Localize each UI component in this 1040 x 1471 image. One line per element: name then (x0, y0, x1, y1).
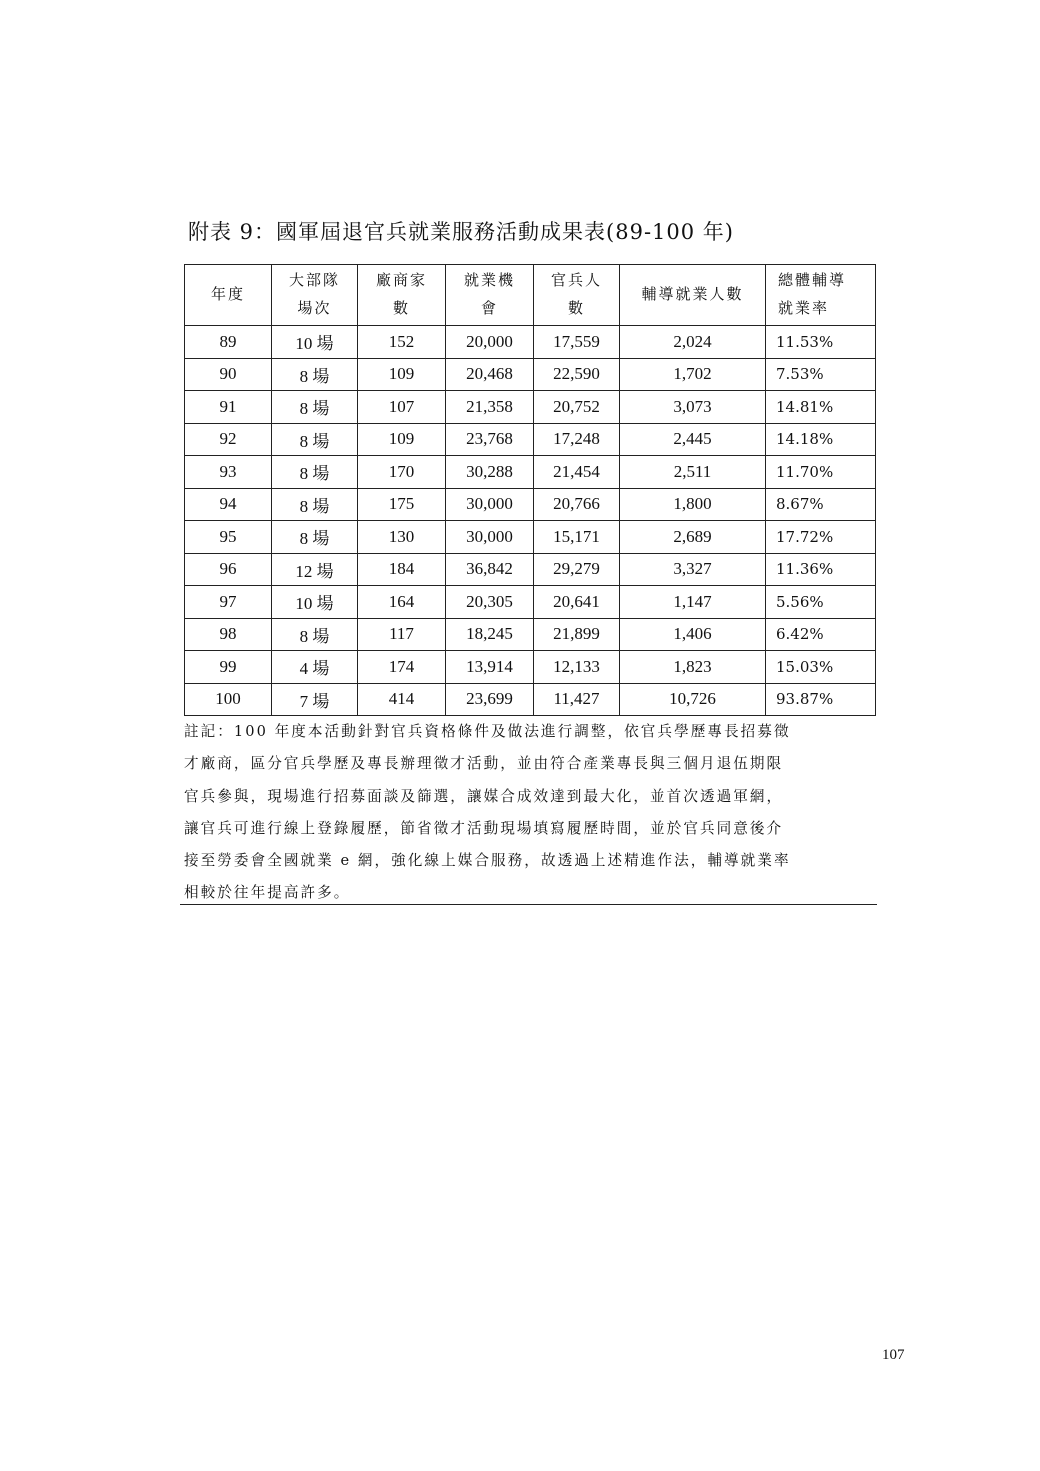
cell-year: 95 (185, 521, 272, 554)
cell-soldiers: 20,766 (534, 488, 620, 521)
cell-soldiers: 11,427 (534, 683, 620, 716)
cell-vendors: 109 (358, 423, 446, 456)
cell-sessions: 8 場 (272, 488, 358, 521)
cell-year: 91 (185, 391, 272, 424)
cell-sessions: 8 場 (272, 618, 358, 651)
cell-sessions: 7 場 (272, 683, 358, 716)
cell-placed: 1,147 (620, 586, 766, 619)
cell-soldiers: 21,899 (534, 618, 620, 651)
cell-rate: 11.36% (766, 553, 876, 586)
cell-jobs: 20,000 (446, 326, 534, 359)
note-bottom-rule (180, 904, 877, 905)
cell-jobs: 23,699 (446, 683, 534, 716)
table-row (185, 521, 876, 554)
cell-sessions: 8 場 (272, 423, 358, 456)
note-line: 才廠商，區分官兵學歷及專長辦理徵才活動，並由符合產業專長與三個月退伍期限 (184, 755, 784, 773)
table-row (185, 618, 876, 651)
cell-jobs: 20,305 (446, 586, 534, 619)
cell-vendors: 130 (358, 521, 446, 554)
cell-rate: 11.53% (766, 326, 876, 359)
cell-soldiers: 17,248 (534, 423, 620, 456)
cell-jobs: 23,768 (446, 423, 534, 456)
cell-year: 100 (185, 683, 272, 716)
cell-sessions: 4 場 (272, 651, 358, 684)
table-row (185, 391, 876, 424)
cell-jobs: 36,842 (446, 553, 534, 586)
cell-year: 99 (185, 651, 272, 684)
cell-soldiers: 12,133 (534, 651, 620, 684)
cell-placed: 2,024 (620, 326, 766, 359)
cell-sessions: 8 場 (272, 358, 358, 391)
cell-jobs: 13,914 (446, 651, 534, 684)
cell-year: 90 (185, 358, 272, 391)
table-row (185, 423, 876, 456)
cell-vendors: 174 (358, 651, 446, 684)
table-row (185, 553, 876, 586)
cell-placed: 1,702 (620, 358, 766, 391)
cell-vendors: 170 (358, 456, 446, 489)
cell-placed: 1,823 (620, 651, 766, 684)
table-row (185, 456, 876, 489)
table-header-row (185, 265, 876, 326)
cell-jobs: 18,245 (446, 618, 534, 651)
cell-rate: 14.81% (766, 391, 876, 424)
cell-placed: 2,689 (620, 521, 766, 554)
cell-placed: 2,511 (620, 456, 766, 489)
cell-vendors: 184 (358, 553, 446, 586)
cell-sessions: 10 場 (272, 326, 358, 359)
cell-rate: 15.03% (766, 651, 876, 684)
cell-sessions: 8 場 (272, 521, 358, 554)
cell-vendors: 107 (358, 391, 446, 424)
cell-vendors: 175 (358, 488, 446, 521)
cell-soldiers: 21,454 (534, 456, 620, 489)
cell-soldiers: 20,641 (534, 586, 620, 619)
employment-results-table (184, 264, 876, 716)
header-placed: 輔導就業人數 (620, 265, 766, 326)
cell-sessions: 8 場 (272, 391, 358, 424)
cell-placed: 2,445 (620, 423, 766, 456)
cell-rate: 17.72% (766, 521, 876, 554)
cell-soldiers: 20,752 (534, 391, 620, 424)
cell-placed: 3,073 (620, 391, 766, 424)
cell-placed: 3,327 (620, 553, 766, 586)
note-line: 讓官兵可進行線上登錄履歷，節省徵才活動現場填寫履歷時間，並於官兵同意後介 (184, 819, 784, 837)
table-title: 附表 9：國軍屆退官兵就業服務活動成果表(89-100 年) (188, 220, 734, 244)
cell-year: 92 (185, 423, 272, 456)
header-rate: 總體輔導 就業率 (766, 265, 876, 326)
cell-jobs: 30,000 (446, 521, 534, 554)
header-vendors: 廠商家 數 (358, 265, 446, 326)
cell-jobs: 21,358 (446, 391, 534, 424)
cell-sessions: 12 場 (272, 553, 358, 586)
cell-vendors: 117 (358, 618, 446, 651)
cell-sessions: 8 場 (272, 456, 358, 489)
table-row (185, 651, 876, 684)
cell-year: 94 (185, 488, 272, 521)
note-line: 接至勞委會全國就業 e 網，強化線上媒合服務，故透過上述精進作法，輔導就業率 (184, 852, 791, 870)
cell-jobs: 30,000 (446, 488, 534, 521)
cell-year: 93 (185, 456, 272, 489)
cell-jobs: 20,468 (446, 358, 534, 391)
table-body (185, 326, 876, 716)
table-note (184, 716, 880, 910)
cell-placed: 1,800 (620, 488, 766, 521)
cell-soldiers: 29,279 (534, 553, 620, 586)
header-year: 年度 (185, 265, 272, 326)
cell-rate: 6.42% (766, 618, 876, 651)
table-row (185, 683, 876, 716)
cell-vendors: 164 (358, 586, 446, 619)
cell-year: 98 (185, 618, 272, 651)
cell-rate: 8.67% (766, 488, 876, 521)
cell-rate: 11.70% (766, 456, 876, 489)
cell-soldiers: 17,559 (534, 326, 620, 359)
table-row (185, 358, 876, 391)
cell-sessions: 10 場 (272, 586, 358, 619)
note-line: 註記：100 年度本活動針對官兵資格條件及做法進行調整，依官兵學歷專長招募徵 (184, 723, 791, 740)
page-number: 107 (882, 1347, 905, 1363)
header-jobs: 就業機 會 (446, 265, 534, 326)
cell-rate: 14.18% (766, 423, 876, 456)
table-row (185, 326, 876, 359)
cell-rate: 93.87% (766, 683, 876, 716)
header-soldiers: 官兵人 數 (534, 265, 620, 326)
cell-year: 89 (185, 326, 272, 359)
cell-vendors: 414 (358, 683, 446, 716)
cell-jobs: 30,288 (446, 456, 534, 489)
cell-placed: 10,726 (620, 683, 766, 716)
cell-placed: 1,406 (620, 618, 766, 651)
note-line: 官兵參與，現場進行招募面談及篩選，讓媒合成效達到最大化，並首次透過軍網， (184, 787, 784, 805)
note-line: 相較於往年提高許多。 (184, 884, 351, 902)
cell-vendors: 109 (358, 358, 446, 391)
cell-soldiers: 15,171 (534, 521, 620, 554)
table-row (185, 586, 876, 619)
header-sessions: 大部隊 場次 (272, 265, 358, 326)
cell-vendors: 152 (358, 326, 446, 359)
cell-year: 96 (185, 553, 272, 586)
table-row (185, 488, 876, 521)
cell-soldiers: 22,590 (534, 358, 620, 391)
cell-year: 97 (185, 586, 272, 619)
cell-rate: 5.56% (766, 586, 876, 619)
cell-rate: 7.53% (766, 358, 876, 391)
